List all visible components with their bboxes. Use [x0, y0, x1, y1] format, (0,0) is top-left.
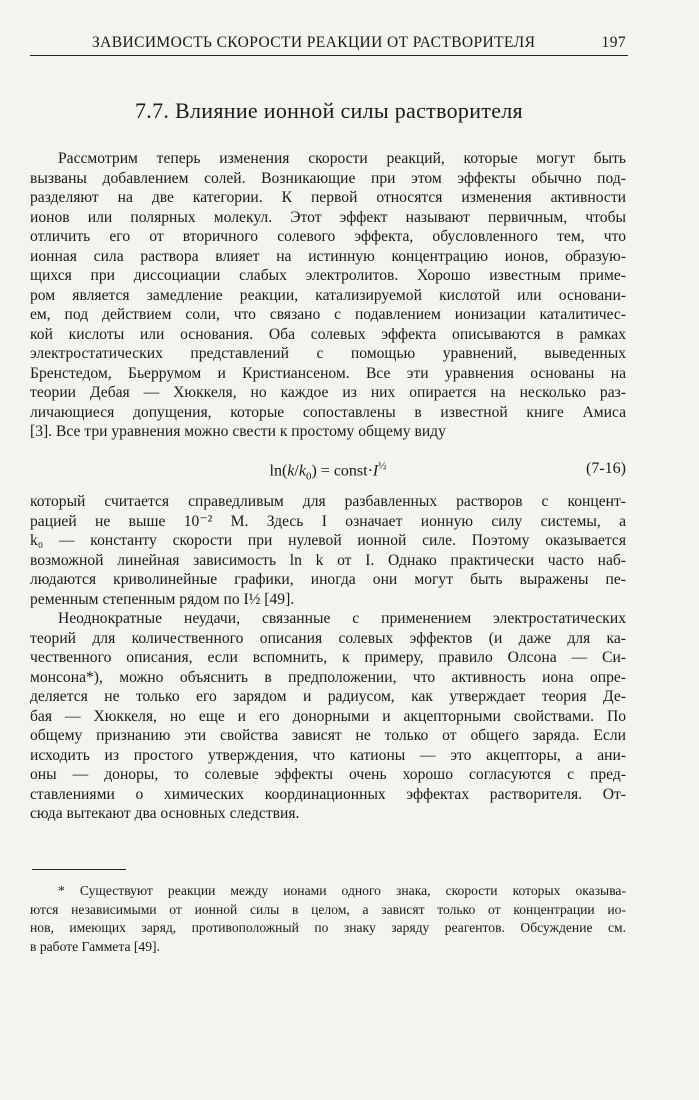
- paragraph-line: ионов или полярных молекул. Этот эффект называют первичным, чтобы: [30, 208, 626, 226]
- paragraph-line: электростатических представлений с помощью уравнений, выведенных: [30, 345, 626, 362]
- footnote-line: в работе Гаммета [49].: [30, 938, 160, 954]
- equation-7-16: [30, 460, 626, 484]
- paragraph-line: кой кислоты или основания. Оба солевых эффекта описываются в рамках: [30, 325, 626, 343]
- paragraph-line: деляется не только его зарядом и радиусом, как утверждает теория Де-: [30, 688, 626, 705]
- footnote-line: ются независимыми от ионной силы в целом, а зависят только от концентрации ио-: [30, 901, 626, 917]
- equation-expression: $\ln(k/k_0)$ = $const\cdot I^{\frac{1}{2}}$: [269, 460, 387, 483]
- footnote-line: нов, имеющих заряд, противоположный по знаку заряду реагентов. Обсуждение см.: [30, 920, 626, 935]
- paragraph-line: щихся при диссоциации слабых электролитов. Хорошо известным приме-: [30, 267, 626, 284]
- paragraph-line: ром является замедление реакции, катализируемой кислотой или основани-: [30, 286, 626, 304]
- paragraph-line: ременным степенным рядом по I½ [49].: [30, 590, 295, 608]
- page-number: 197: [601, 34, 626, 51]
- footnote-line: * Существуют реакции между ионами одного знака, скорости которых оказыва-: [58, 883, 626, 898]
- footnote: [30, 882, 626, 956]
- eq-k: k: [287, 462, 295, 480]
- paragraph-line: оны — доноры, то солевые эффекты очень хорошо согласуются с пред-: [30, 766, 626, 783]
- eq-exponent: ½: [378, 460, 387, 472]
- paragraph-line: монсона*), можно объяснить в предположении, что активность иона опре-: [30, 668, 626, 686]
- paragraph-line: теории Дебая — Хюккеля, но каждое из них опирается на несколько раз-: [30, 384, 626, 401]
- footnote-divider: [32, 869, 126, 870]
- paragraph-line: ем, под действием соли, что связано с подавлением ионизации каталитичес-: [30, 306, 626, 323]
- paragraph-line: k₀ — константу скорости при нулевой ионной силе. Поэтому оказывается: [30, 532, 626, 549]
- paragraph-line: рацией не выше 10⁻² М. Здесь I означает ионную силу системы, а: [30, 512, 626, 530]
- running-head-title: ЗАВИСИМОСТЬ СКОРОСТИ РЕАКЦИИ ОТ РАСТВОРИТЕЛЯ: [92, 34, 536, 51]
- paragraph-line: исходить из простого утверждения, что катионы — это акцепторы, а ани-: [30, 746, 626, 764]
- paragraph-line: ставлениями о химических координационных эффектах растворителя. От-: [30, 785, 626, 803]
- paragraph-line: чественного описания, если вспомнить, к примеру, правило Олсона — Си-: [30, 649, 626, 666]
- eq-ln: ln: [269, 462, 282, 480]
- section-heading: 7.7. Влияние ионной силы растворителя: [135, 98, 523, 123]
- eq-I: I: [372, 462, 379, 480]
- paragraph-line: Неоднократные неудачи, связанные с применением электростатических: [58, 610, 626, 627]
- paragraph-line: возможной линейная зависимость ln k от I. Однако практически часто наб-: [30, 551, 626, 569]
- paragraph-line: [3]. Все три уравнения можно свести к простому общему виду: [30, 423, 446, 440]
- eq-sub0: 0: [305, 470, 312, 483]
- paragraph-line: Рассмотрим теперь изменения скорости реакций, которые могут быть: [58, 150, 626, 167]
- paragraph-line: сюда вытекают два основных следствия.: [30, 805, 300, 822]
- equation-number: (7-16): [586, 460, 626, 477]
- paragraph-line: Бренстедом, Бьеррумом и Кристиансеном. Все эти уравнения основаны на: [30, 364, 626, 382]
- paragraph-line: личающиеся допущения, которые сопоставлены в известной книге Амиса: [30, 403, 626, 421]
- paragraph-line: разделяют на две категории. К первой относятся изменения активности: [30, 189, 626, 206]
- book-page: [30, 0, 628, 1100]
- eq-k0: k: [298, 462, 306, 480]
- paragraph-line: теорий для количественного описания солевых эффектов (и даже для ка-: [30, 629, 626, 647]
- paragraph-2: [30, 492, 626, 609]
- eq-const: const: [333, 462, 368, 480]
- paragraph-line: общему признанию эти свойства зависят не только от общего заряда. Если: [30, 727, 626, 744]
- paragraph-line: отличить его от вторичного солевого эффекта, обусловленного тем, что: [30, 228, 626, 245]
- paragraph-line: бая — Хюккеля, но еще и его донорными и акцепторными свойствами. По: [30, 707, 626, 725]
- paragraph-line: который считается справедливым для разбавленных растворов с концент-: [30, 493, 626, 510]
- running-head: [30, 33, 628, 56]
- paragraph-1: [30, 149, 626, 442]
- paragraph-line: вызваны добавлением солей. Возникающие при этом эффекты обычно под-: [30, 169, 626, 187]
- paragraph-3: [30, 609, 626, 824]
- paragraph-line: людаются криволинейные графики, иногда они могут быть выражены пе-: [30, 571, 626, 588]
- paragraph-line: ионная сила раствора влияет на истинную концентрацию ионов, образую-: [30, 247, 626, 265]
